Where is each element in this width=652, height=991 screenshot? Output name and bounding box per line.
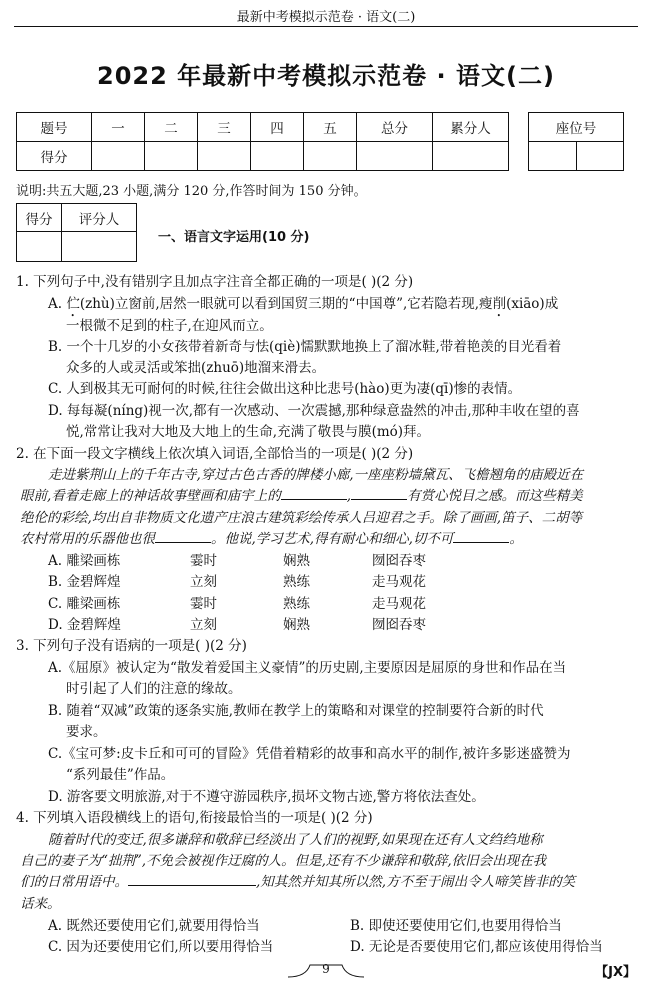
option-word: 囫囵吞枣 — [372, 553, 426, 569]
option-text: (zhù)立窗前,居然一眼就可以看到国贸三期的“中国尊”,它若隐若现,瘦 — [79, 296, 493, 312]
question-1-option-a-cont: 一根微不足到的柱子,在迎风而立。 — [66, 318, 273, 334]
fill-blank[interactable] — [128, 873, 256, 886]
score-cell[interactable] — [433, 142, 509, 171]
dotted-char: 削 — [492, 296, 507, 312]
question-2-passage — [20, 527, 652, 547]
region-code: 【JX】 — [595, 965, 636, 980]
score-cell[interactable] — [304, 142, 357, 171]
score-cell[interactable] — [145, 142, 198, 171]
score-cell[interactable] — [251, 142, 304, 171]
running-header: 最新中考模拟示范卷 · 语文(二) — [236, 10, 416, 25]
score-table-cell: 得分 — [17, 142, 92, 171]
question-3-option-d: D. 游客要文明旅游,对于不遵守游园秩序,损坏文物古迹,警方将依法查处。 — [48, 789, 485, 805]
question-1-stem: 1. 下列句子中,没有错别字且加点字注音全都正确的一项是( )(2 分) — [16, 274, 414, 290]
question-3-option-a-cont: 时引起了人们的注意的缘故。 — [66, 681, 242, 697]
question-3-option-c: C.《宝可梦:皮卡丘和可可的冒险》凭借着精彩的故事和高水平的制作,被许多影迷盛赞为 — [48, 746, 571, 762]
seat-cell[interactable] — [576, 142, 624, 171]
grader-cell[interactable] — [62, 232, 137, 262]
option-word: 走马观花 — [372, 574, 426, 590]
question-4-stem: 4. 下列填入语段横线上的语句,衔接最恰当的一项是( )(2 分) — [16, 810, 373, 826]
score-table-cell: 四 — [251, 113, 304, 142]
page-title: 2022 年最新中考模拟示范卷 · 语文(二) — [97, 62, 555, 90]
option-word: 娴熟 — [283, 617, 310, 633]
option-text: A. — [48, 296, 67, 312]
question-3-option-b-cont: 要求。 — [66, 724, 107, 740]
question-4-option-b: B. 即使还要使用它们,也要用得恰当 — [350, 918, 562, 934]
question-4-option-d: D. 无论是否要使用它们,都应该使用得恰当 — [350, 939, 603, 955]
option-word: 娴熟 — [283, 553, 310, 569]
fill-blank[interactable] — [351, 487, 407, 500]
option-word: 立刻 — [190, 574, 217, 590]
page-number: 9 — [322, 962, 330, 976]
score-table-cell: 总分 — [357, 113, 433, 142]
option-word: 熟练 — [283, 574, 310, 590]
question-4-passage: 话来。 — [20, 896, 61, 912]
passage-text: 农村常用的乐器他也很 — [20, 531, 155, 547]
option-word: 霎时 — [190, 553, 217, 569]
option-word: 立刻 — [190, 617, 217, 633]
fill-blank[interactable] — [453, 530, 509, 543]
option-word: 霎时 — [190, 596, 217, 612]
question-3-option-a: A.《屈原》被认定为“散发着爱国主义豪情”的历史剧,主要原因是屈原的身世和作品在当 — [48, 660, 567, 676]
option-text: (xiāo)成 — [506, 296, 559, 312]
option-word: B. 金碧辉煌 — [48, 574, 121, 590]
passage-text: 。 — [509, 531, 523, 547]
passage-text: 们的日常用语中。 — [20, 874, 128, 890]
seat-label: 座位号 — [529, 113, 624, 142]
instructions: 说明:共五大题,23 小题,满分 120 分,作答时间为 150 分钟。 — [16, 184, 367, 199]
score-cell[interactable] — [198, 142, 251, 171]
question-1-option-b-cont: 众多的人或灵活或笨拙(zhuō)地溜来滑去。 — [66, 360, 326, 376]
passage-text: , — [346, 488, 352, 504]
seat-cell[interactable] — [529, 142, 577, 171]
score-table — [16, 112, 509, 171]
question-1-option-d-cont: 悦,常常让我对大地及大地上的生命,充满了敬畏与膜(mó)拜。 — [66, 424, 431, 440]
question-2-stem: 2. 在下面一段文字横线上依次填入词语,全部恰当的一项是( )(2 分) — [16, 446, 414, 462]
passage-text: 。他说,学习艺术,得有耐心和细心,切不可 — [211, 531, 454, 547]
question-1-option-c: C. 人到极其无可耐何的时候,往往会做出这种比悲号(hào)更为凄(qī)惨的表情。 — [48, 381, 522, 397]
question-2-passage: 走进紫荆山上的千年古寺,穿过古色古香的牌楼小廊,一座座粉墙黛瓦、飞檐翘角的庙殿近在 — [48, 467, 584, 483]
score-table-cell: 一 — [92, 113, 145, 142]
question-2-passage — [20, 484, 652, 504]
question-3-option-b: B. 随着“双减”政策的逐条实施,教师在教学上的策略和对课堂的控制要符合新的时代 — [48, 703, 544, 719]
question-3-option-c-cont: “系列最佳”作品。 — [66, 767, 175, 783]
page-number-box — [286, 961, 366, 979]
question-4-passage: 随着时代的变迁,很多谦辞和敬辞已经淡出了人们的视野,如果现在还有人文绉绉地称 — [48, 832, 543, 848]
score-table-cell: 三 — [198, 113, 251, 142]
score-table-cell: 五 — [304, 113, 357, 142]
grader-score-cell[interactable] — [17, 232, 62, 262]
score-cell[interactable] — [357, 142, 433, 171]
question-4-passage — [20, 870, 652, 890]
question-4-option-a: A. 既然还要使用它们,就要用得恰当 — [48, 918, 260, 934]
question-2-passage: 绝伦的彩绘,均出自非物质文化遗产庄浪古建筑彩绘传承人吕迎君之手。除了画画,笛子、二胡等 — [20, 510, 583, 526]
fill-blank[interactable] — [155, 530, 211, 543]
question-1-option-b: B. 一个十几岁的小女孩带着新奇与怯(qiè)懦默默地换上了溜冰鞋,带着艳羡的目光看着 — [48, 339, 562, 355]
section-title: 一、语言文字运用(10 分) — [158, 230, 310, 245]
question-3-stem: 3. 下列句子没有语病的一项是( )(2 分) — [16, 638, 247, 654]
passage-text: 有赏心悦目之感。而这些精美 — [407, 488, 583, 504]
option-word: D. 金碧辉煌 — [48, 617, 121, 633]
grader-score-label: 得分 — [17, 204, 62, 232]
score-cell[interactable] — [92, 142, 145, 171]
question-4-passage: 自己的妻子为“拙荆”,不免会被视作迂腐的人。但是,还有不少谦辞和敬辞,依旧会出现在我 — [20, 853, 547, 869]
option-word: 熟练 — [283, 596, 310, 612]
score-table-cell: 题号 — [17, 113, 92, 142]
score-table-cell: 二 — [145, 113, 198, 142]
seat-table — [528, 112, 624, 171]
dotted-char: 伫 — [66, 296, 80, 312]
fill-blank[interactable] — [281, 487, 347, 500]
option-word: 走马观花 — [372, 596, 426, 612]
passage-text: 眼前,看着走廊上的神话故事壁画和庙宇上的 — [20, 488, 281, 504]
score-table-cell: 累分人 — [433, 113, 509, 142]
option-word: C. 雕梁画栋 — [48, 596, 121, 612]
passage-text: ,知其然并知其所以然,方不至于闹出令人啼笑皆非的笑 — [256, 874, 576, 890]
option-word: 囫囵吞枣 — [372, 617, 426, 633]
option-word: A. 雕梁画栋 — [48, 553, 121, 569]
grader-label: 评分人 — [62, 204, 137, 232]
grader-box — [16, 203, 137, 262]
header-rule — [14, 26, 638, 27]
question-4-option-c: C. 因为还要使用它们,所以要用得恰当 — [48, 939, 274, 955]
question-1-option-d: D. 每每凝(níng)视一次,都有一次感动、一次震撼,那种绿意盎然的冲击,那种丰收在望的喜 — [48, 403, 580, 419]
